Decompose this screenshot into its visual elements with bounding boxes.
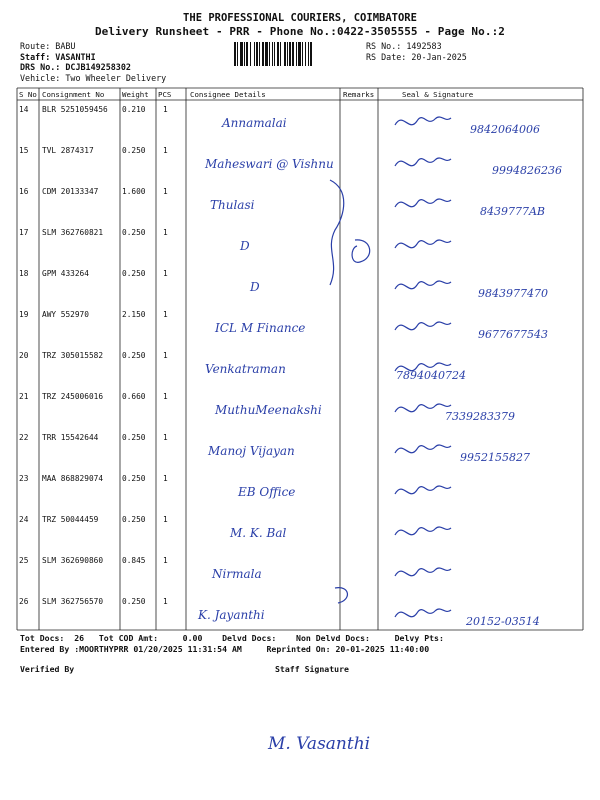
signature-scribble [395, 568, 451, 576]
drs-number: DRS No.: DCJB149258302 [20, 62, 131, 73]
handwritten-phone: 9842064006 [470, 123, 540, 136]
cell-sno: 22 [19, 433, 29, 442]
signature-scribble [395, 609, 451, 617]
cell-consignment: TRZ 245006016 [42, 392, 104, 401]
cell-pcs: 1 [163, 474, 168, 483]
signature-scribble [395, 158, 451, 166]
handwritten-consignee: Annamalai [222, 116, 287, 130]
cell-consignment: TVL 2874317 [42, 146, 94, 155]
verified-by-label: Verified By [20, 664, 75, 674]
cell-sno: 25 [19, 556, 29, 565]
cell-consignment: SLM 362756570 [42, 597, 104, 606]
handwritten-consignee: Venkatraman [205, 362, 286, 376]
cell-consignment: TRZ 50044459 [42, 515, 99, 524]
cell-sno: 18 [19, 269, 29, 278]
staff: Staff: VASANTHI [20, 51, 96, 62]
cell-consignment: SLM 362690860 [42, 556, 104, 565]
col-header-seal: Seal & Signature [402, 90, 474, 99]
cell-weight: 0.250 [122, 228, 146, 237]
handwritten-consignee: Nirmala [212, 567, 262, 581]
handwritten-consignee: Thulasi [210, 198, 255, 212]
cell-pcs: 1 [163, 392, 168, 401]
handwritten-phone: 20152-03514 [466, 615, 540, 628]
handwritten-consignee: MuthuMeenakshi [215, 403, 322, 417]
cell-pcs: 1 [163, 351, 168, 360]
signature-scribble [395, 117, 451, 125]
cell-pcs: 1 [163, 105, 168, 114]
cell-consignment: SLM 362760821 [42, 228, 104, 237]
cell-sno: 17 [19, 228, 29, 237]
handwritten-phone: 7894040724 [396, 369, 466, 382]
cell-weight: 0.250 [122, 351, 146, 360]
ink-marks [330, 180, 370, 603]
signature-scribble [395, 322, 451, 330]
signature-scribble [395, 445, 451, 453]
handwritten-consignee: K. Jayanthi [198, 608, 265, 622]
cell-sno: 19 [19, 310, 29, 319]
col-header-consignee: Consignee Details [190, 90, 266, 99]
cell-weight: 0.250 [122, 146, 146, 155]
runsheet-subtitle: Delivery Runsheet - PRR - Phone No.:0422-3505555 - Page No.:2 [94, 25, 506, 38]
header-left [20, 41, 166, 84]
cell-pcs: 1 [163, 269, 168, 278]
cell-weight: 2.150 [122, 310, 146, 319]
handwritten-consignee: Manoj Vijayan [208, 444, 295, 458]
route: Route: BABU [20, 41, 76, 51]
rs-date: RS Date: 20-Jan-2025 [366, 52, 467, 62]
cell-sno: 14 [19, 105, 29, 114]
signature-scribble [395, 527, 451, 535]
cell-consignment: MAA 868829074 [42, 474, 104, 483]
signature-scribble [395, 240, 451, 248]
cell-weight: 0.250 [122, 474, 146, 483]
footer-entered-by: Entered By :MOORTHYPRR 01/20/2025 11:31:54 AM Reprinted On: 20-01-2025 11:40:00 [20, 643, 430, 654]
cell-weight: 0.250 [122, 433, 146, 442]
handwritten-phone: 9843977470 [478, 287, 548, 300]
barcode [234, 42, 358, 66]
signature-scribble [395, 363, 451, 371]
handwritten-consignee: M. K. Bal [230, 526, 287, 540]
cell-weight: 0.660 [122, 392, 146, 401]
cell-consignment: TRR 15542644 [42, 433, 99, 442]
handwritten-phone: 9952155827 [460, 451, 530, 464]
signature-scribble [395, 486, 451, 494]
cell-consignment: CDM 20133347 [42, 187, 99, 196]
handwritten-phone: 9994826236 [492, 164, 562, 177]
footer [20, 633, 444, 654]
handwritten-consignee: D [240, 239, 250, 253]
handwritten-phone: 7339283379 [445, 410, 515, 423]
col-header-remarks: Remarks [343, 90, 375, 99]
col-header-pcs: PCS [158, 90, 172, 99]
cell-consignment: BLR 5251059456 [42, 105, 108, 114]
col-header-consignment: Consignment No [42, 90, 105, 99]
handwritten-phone: 9677677543 [478, 328, 548, 341]
col-header-weight: Weight [122, 90, 149, 99]
signature-scribble [395, 404, 451, 412]
cell-consignment: TRZ 305015582 [42, 351, 104, 360]
cell-sno: 24 [19, 515, 29, 524]
handwritten-consignee: Maheswari @ Vishnu [205, 157, 334, 171]
signature-scribble [395, 199, 451, 207]
handwritten-consignee: ICL M Finance [215, 321, 306, 335]
cell-sno: 23 [19, 474, 29, 483]
cell-sno: 26 [19, 597, 29, 606]
footer-totals: Tot Docs: 26 Tot COD Amt: 0.00 Delvd Docs: Non Delvd Docs: Delvy Pts: [20, 633, 444, 643]
cell-sno: 15 [19, 146, 29, 155]
cell-sno: 16 [19, 187, 29, 196]
cell-sno: 21 [19, 392, 29, 401]
cell-weight: 0.845 [122, 556, 146, 565]
staff-signature-label: Staff Signature [275, 664, 349, 674]
cell-consignment: GPM 433264 [42, 269, 89, 278]
cell-pcs: 1 [163, 146, 168, 155]
header-right [366, 41, 467, 63]
document-title [0, 12, 600, 38]
vehicle: Vehicle: Two Wheeler Delivery [20, 73, 167, 84]
cell-pcs: 1 [163, 187, 168, 196]
staff-handwritten-signature: M. Vasanthi [268, 734, 371, 754]
cell-sno: 20 [19, 351, 29, 360]
handwritten-consignee: D [250, 280, 260, 294]
handwritten-consignee: EB Office [238, 485, 296, 499]
company-name: THE PROFESSIONAL COURIERS, COIMBATORE [183, 12, 417, 24]
handwritten-phone: 8439777AB [480, 205, 546, 218]
cell-weight: 1.600 [122, 187, 146, 196]
cell-weight: 0.250 [122, 515, 146, 524]
cell-pcs: 1 [163, 515, 168, 524]
cell-pcs: 1 [163, 310, 168, 319]
cell-pcs: 1 [163, 228, 168, 237]
rs-number: RS No.: 1492583 [366, 41, 442, 51]
cell-weight: 0.250 [122, 269, 146, 278]
cell-weight: 0.250 [122, 597, 146, 606]
cell-pcs: 1 [163, 556, 168, 565]
col-header-sno: S No [19, 90, 37, 99]
cell-consignment: AWY 552970 [42, 310, 89, 319]
cell-weight: 0.210 [122, 105, 146, 114]
cell-pcs: 1 [163, 433, 168, 442]
cell-pcs: 1 [163, 597, 168, 606]
signature-scribble [395, 281, 451, 289]
